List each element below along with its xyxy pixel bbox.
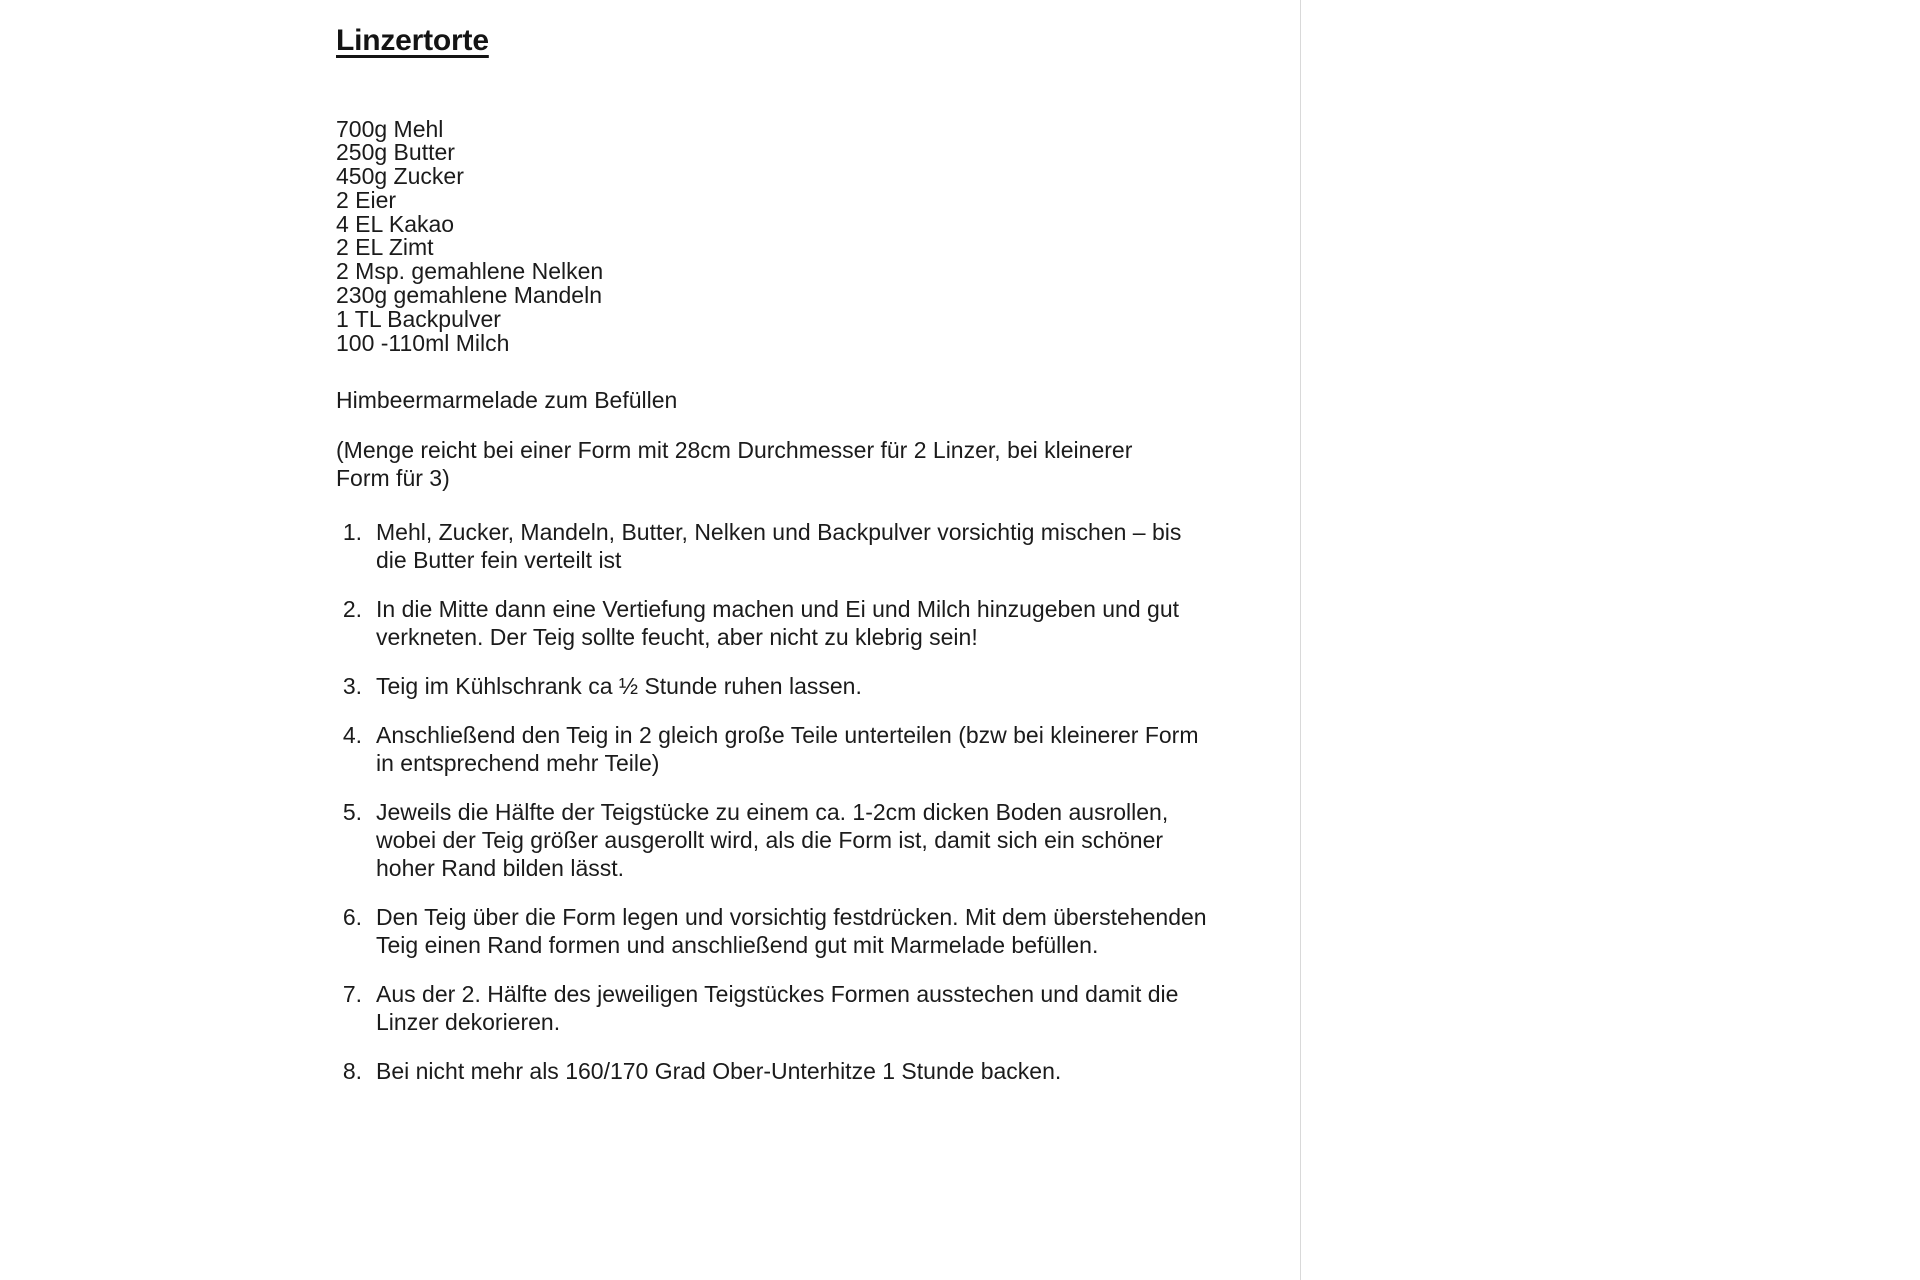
list-item <box>336 672 1216 700</box>
list-item: 2 Msp. gemahlene Nelken <box>336 258 604 285</box>
step-text: Bei nicht mehr als 160/170 Grad Ober-Unterhitze 1 Stunde backen. <box>376 1058 1062 1085</box>
list-item <box>336 595 1216 651</box>
list-item <box>336 798 1216 882</box>
document-content <box>336 0 1207 1085</box>
step-text: In die Mitte dann eine Vertiefung machen und Ei und Milch hinzugeben und gut verkneten. Der Teig sollte feucht, aber nicht zu klebrig sein! <box>376 596 1180 651</box>
page-edge-divider <box>1300 0 1301 1280</box>
list-item: 250g Butter <box>336 139 455 166</box>
step-number: 7 . <box>336 980 362 1008</box>
step-number: 6 . <box>336 903 362 931</box>
list-item <box>336 903 1216 959</box>
step-text: Jeweils die Hälfte der Teigstücke zu einem ca. 1-2cm dicken Boden ausrollen, wobei der Teig größer ausgerollt wird, als die Form ist, damit sich ein schöner hoher Rand bilden lässt. <box>376 799 1169 882</box>
list-item: 1 TL Backpulver <box>336 305 501 332</box>
step-number: 3 . <box>336 672 362 700</box>
list-item <box>336 518 1216 574</box>
preparation-steps-list <box>336 492 1207 1085</box>
list-item: 2 Eier <box>336 186 397 213</box>
page-title: Linzertorte <box>336 24 489 57</box>
step-text: Mehl, Zucker, Mandeln, Butter, Nelken und Backpulver vorsichtig mischen – bis die Butter fein verteilt ist <box>376 519 1182 574</box>
list-item <box>336 980 1216 1036</box>
step-number: 5 . <box>336 798 362 826</box>
step-number: 1 . <box>336 518 362 546</box>
step-number: 2 . <box>336 595 362 623</box>
filling-note: Himbeermarmelade zum Befüllen <box>336 387 678 414</box>
yield-note: (Menge reicht bei einer Form mit 28cm Durchmesser für 2 Linzer, bei kleinerer Form für 3) <box>336 437 1133 492</box>
step-number: 8 . <box>336 1057 362 1085</box>
list-item: 100 -110ml Milch <box>336 329 510 356</box>
ingredients-list <box>336 60 1188 356</box>
step-number: 4 . <box>336 721 362 749</box>
list-item <box>336 721 1216 777</box>
list-item: 4 EL Kakao <box>336 210 455 237</box>
list-item: 2 EL Zimt <box>336 234 434 261</box>
step-text: Teig im Kühlschrank ca ½ Stunde ruhen lassen. <box>376 673 862 700</box>
step-text: Anschließend den Teig in 2 gleich große Teile unterteilen (bzw bei kleinerer Form in entsprechend mehr Teile) <box>376 722 1199 777</box>
list-item: 230g gemahlene Mandeln <box>336 282 602 309</box>
step-text: Den Teig über die Form legen und vorsichtig festdrücken. Mit dem überstehenden Teig einen Rand formen und anschließend gut mit Marmelade befüllen. <box>376 904 1207 959</box>
list-item <box>336 1057 1216 1085</box>
list-item: 700g Mehl <box>336 115 444 142</box>
list-item: 450g Zucker <box>336 163 464 190</box>
step-text: Aus der 2. Hälfte des jeweiligen Teigstückes Formen ausstechen und damit die Linzer dekorieren. <box>376 981 1179 1036</box>
